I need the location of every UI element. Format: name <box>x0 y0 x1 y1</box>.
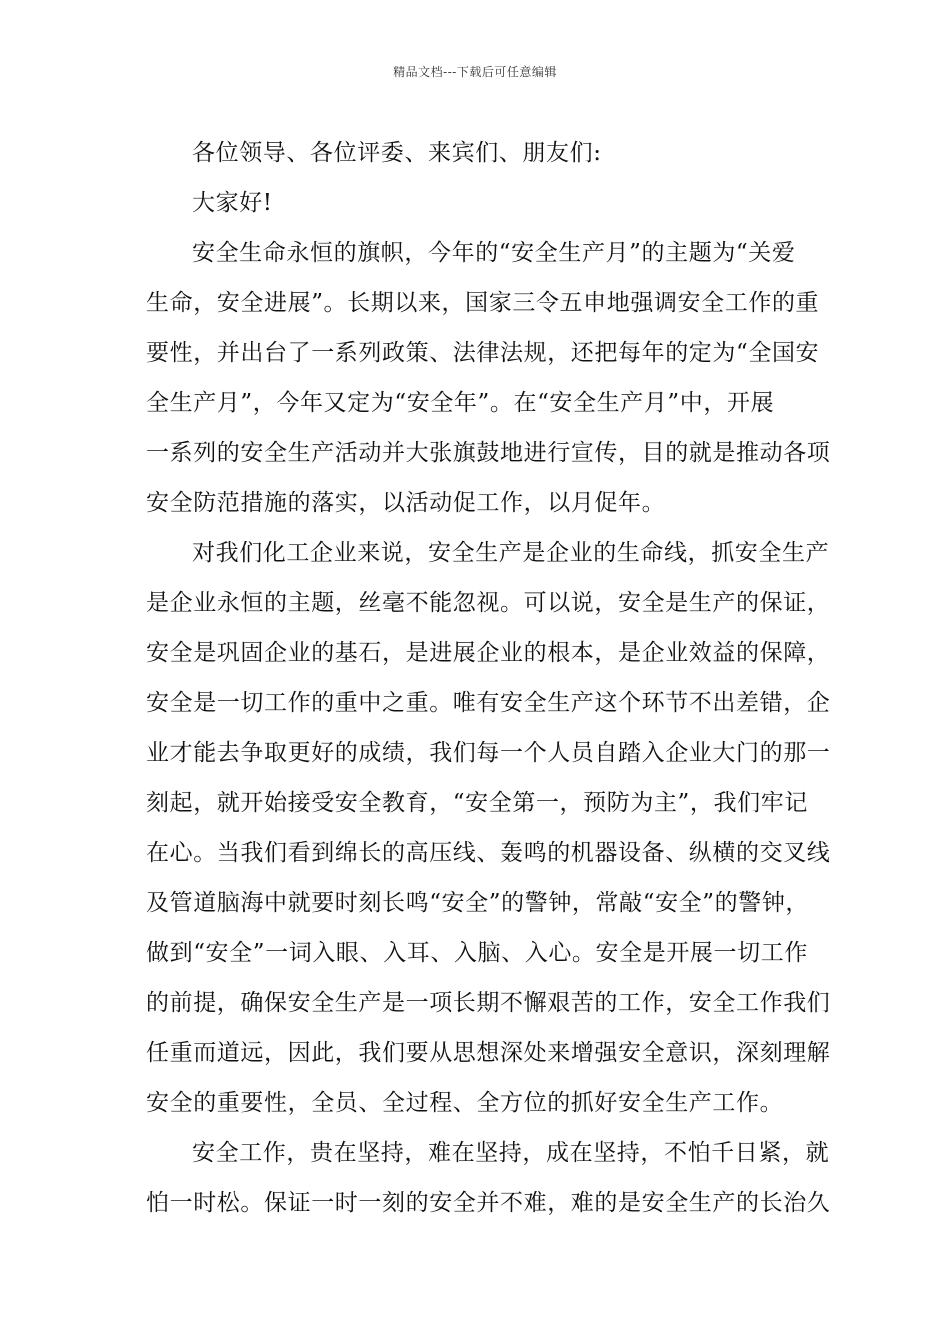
document-body <box>146 128 831 1228</box>
paragraph-line: 安全生命永恒的旗帜，今年的“安全生产月”的主题为“关爱 <box>192 240 796 266</box>
paragraph-line: 安全防范措施的落实，以活动促工作，以月促年。 <box>146 490 666 516</box>
paragraph-line: 一系列的安全生产活动并大张旗鼓地进行宣传，目的就是推动各项 <box>146 440 831 466</box>
paragraph-line: 怕一时松。保证一时一刻的安全并不难，难的是安全生产的长治久 <box>146 1190 831 1216</box>
paragraph-line: 及管道脑海中就要时刻长鸣“安全”的警钟，常敲“安全”的警钟， <box>146 890 810 916</box>
paragraph-line: 在心。当我们看到绵长的高压线、轰鸣的机器设备、纵横的交叉线 <box>146 840 831 866</box>
greeting: 大家好! <box>192 190 273 216</box>
paragraph-line: 刻起，就开始接受安全教育，“安全第一，预防为主”，我们牢记 <box>146 790 808 816</box>
paragraph-line: 任重而道远，因此，我们要从思想深处来增强安全意识，深刻理解 <box>146 1040 831 1066</box>
paragraph-line: 安全是巩固企业的基石，是进展企业的根本，是企业效益的保障， <box>146 640 831 666</box>
paragraph-line: 是企业永恒的主题，丝毫不能忽视。可以说，安全是生产的保证， <box>146 590 831 616</box>
paragraph-line: 全生产月”，今年又定为“安全年”。在“安全生产月”中，开展 <box>146 390 775 416</box>
paragraph-line: 对我们化工企业来说，安全生产是企业的生命线，抓安全生产 <box>192 540 830 566</box>
paragraph-line: 业才能去争取更好的成绩，我们每一个人员自踏入企业大门的那一 <box>146 740 831 766</box>
paragraph-line: 做到“安全”一词入眼、入耳、入脑、入心。安全是开展一切工作 <box>146 940 808 966</box>
paragraph-line: 要性，并出台了一系列政策、法律法规，还把每年的定为“全国安 <box>146 340 820 366</box>
salutation: 各位领导、各位评委、来宾们、朋友们: <box>192 140 602 166</box>
paragraph-line: 安全工作，贵在坚持，难在坚持，成在坚持，不怕千日紧，就 <box>192 1140 830 1166</box>
paragraph-line: 的前提，确保安全生产是一项长期不懈艰苦的工作，安全工作我们 <box>146 990 831 1016</box>
page-header: 精品文档---下载后可任意编辑 <box>393 65 557 79</box>
paragraph-line: 安全是一切工作的重中之重。唯有安全生产这个环节不出差错，企 <box>146 690 831 716</box>
paragraph-line: 生命，安全进展”。长期以来，国家三令五申地强调安全工作的重 <box>146 290 820 316</box>
paragraph-line: 安全的重要性，全员、全过程、全方位的抓好安全生产工作。 <box>146 1090 784 1116</box>
